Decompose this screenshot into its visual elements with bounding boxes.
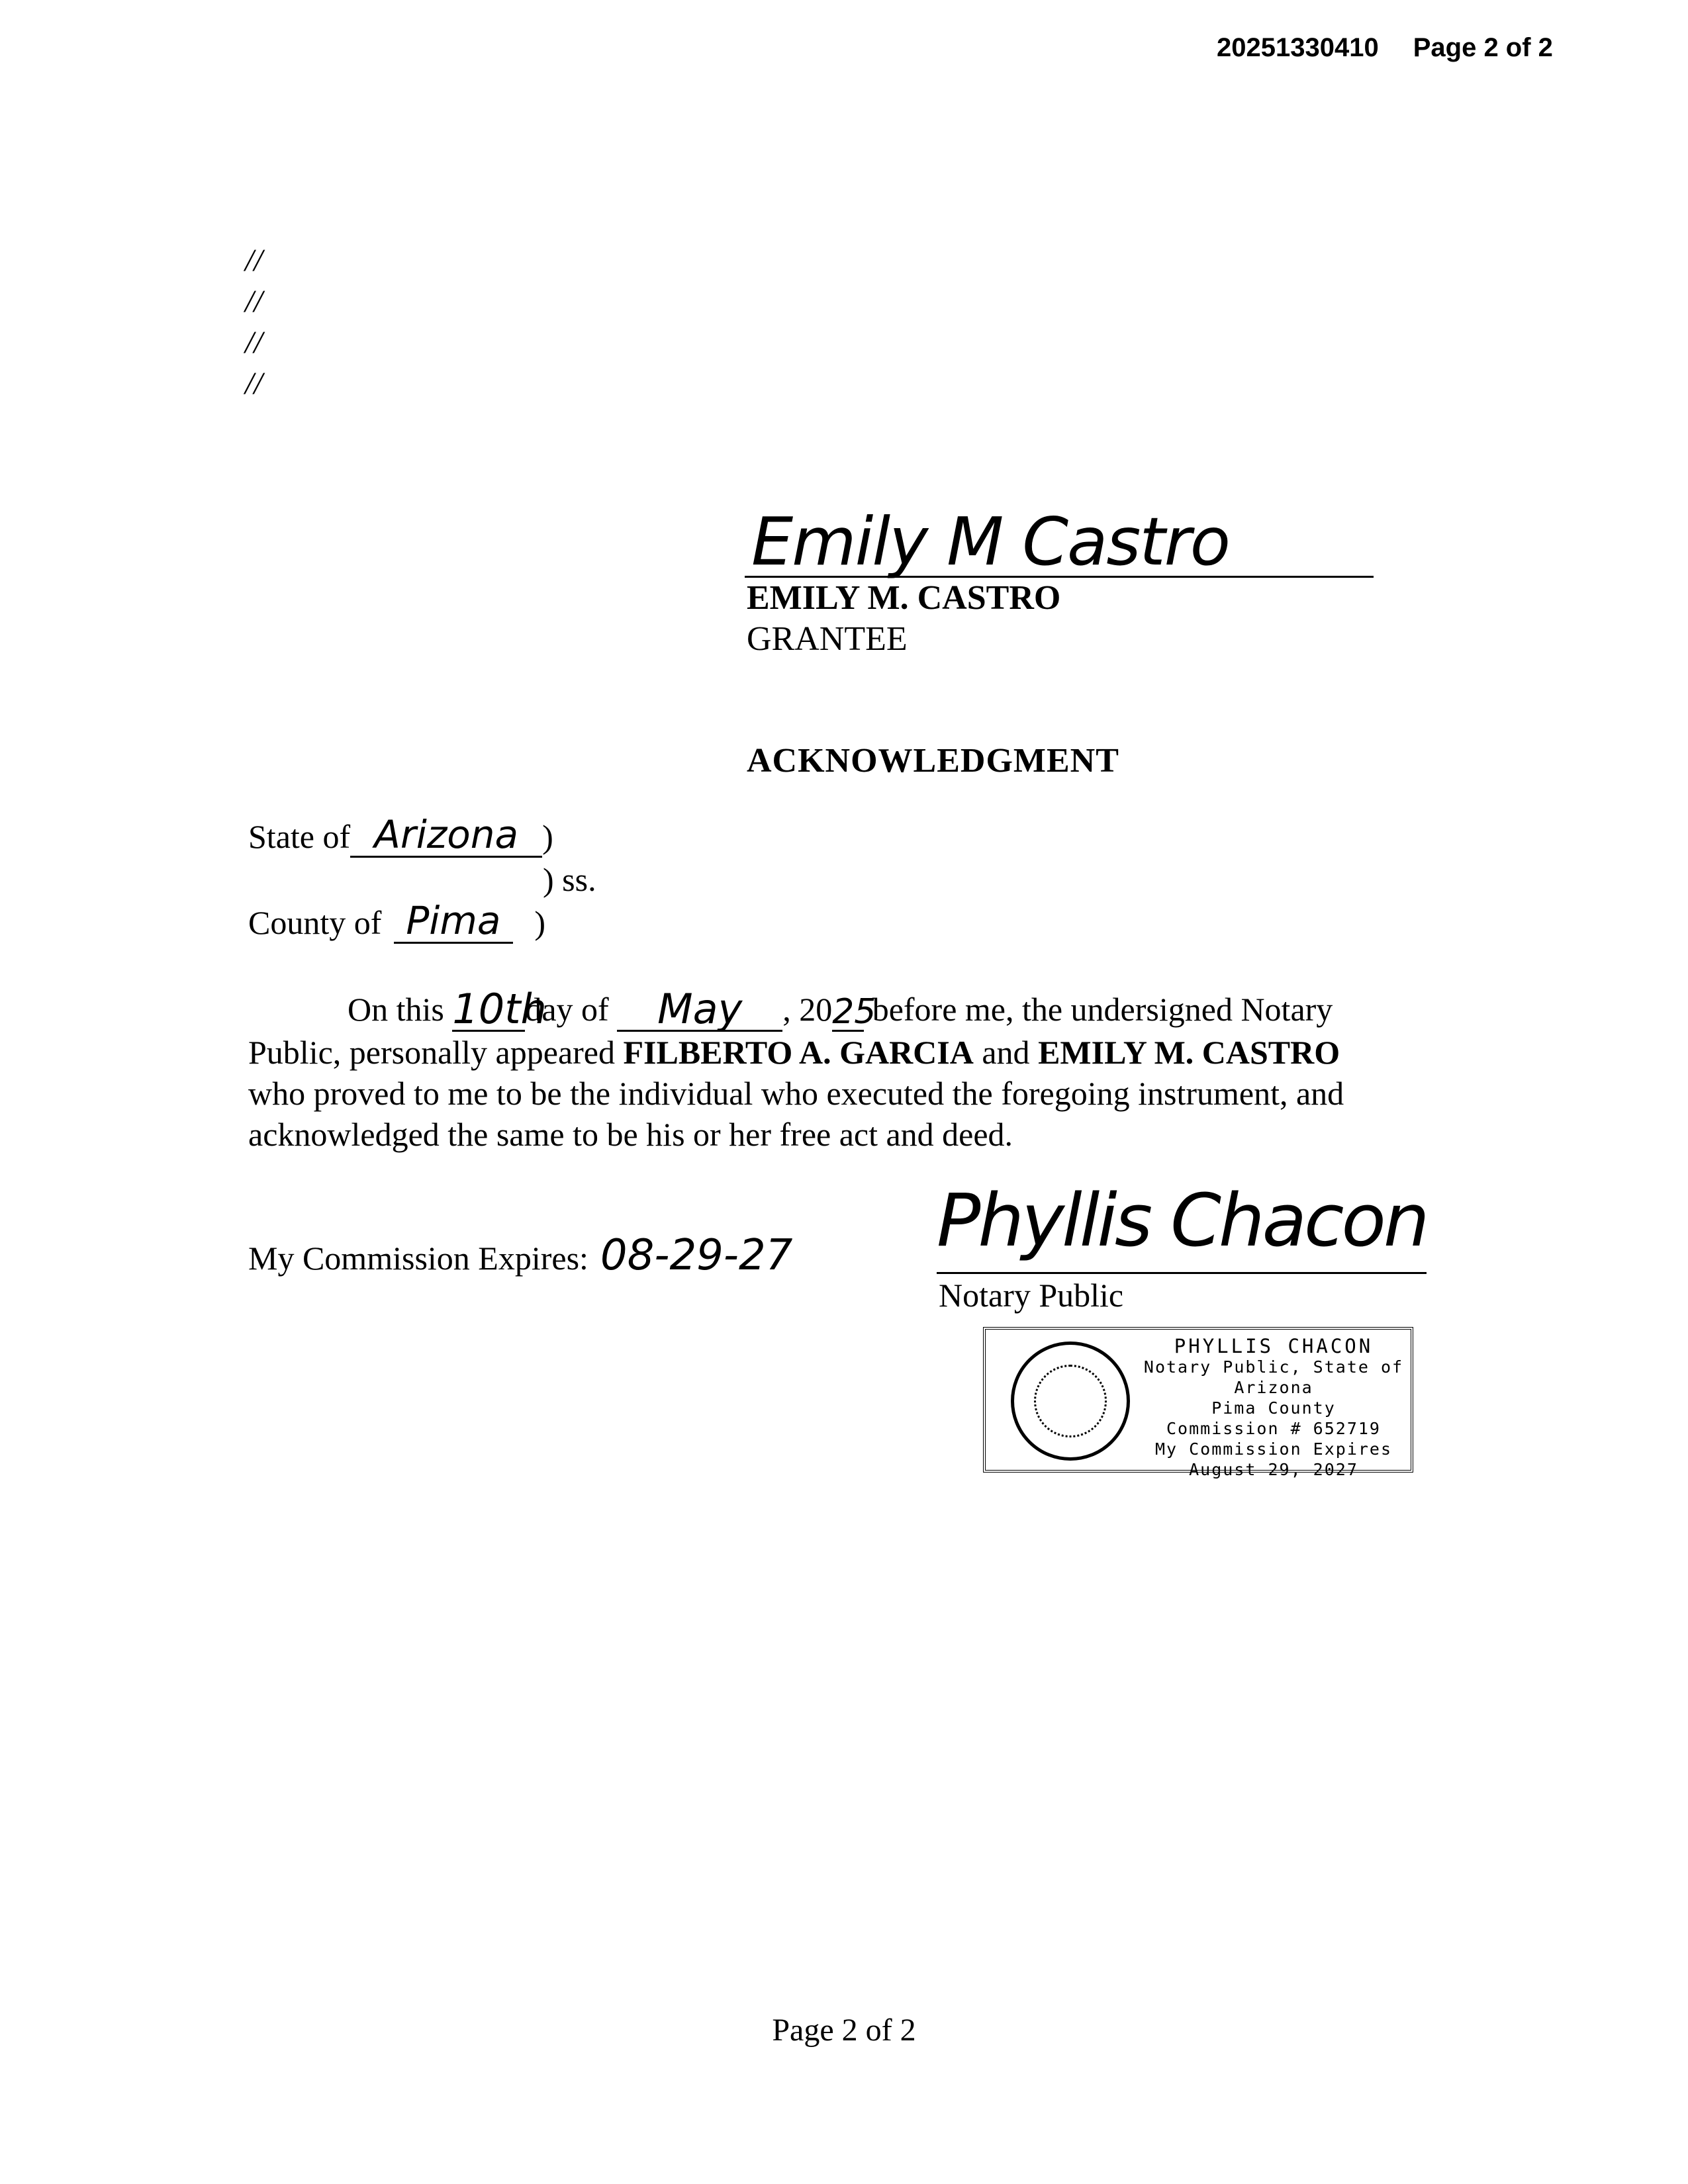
continuation-slash: // bbox=[245, 284, 263, 319]
arizona-state-seal-icon bbox=[1011, 1342, 1130, 1461]
body-line-4: acknowledged the same to be his or her free act and deed. bbox=[248, 1116, 1013, 1153]
month-fill-line bbox=[617, 986, 782, 1032]
acknowledgment-body bbox=[248, 986, 1433, 1155]
seal-notary-name: PHYLLIS CHACON bbox=[1174, 1335, 1374, 1357]
year-prefix-text: , 20 bbox=[782, 991, 833, 1028]
seal-line-1: Notary Public, State of Arizona bbox=[1143, 1357, 1404, 1397]
notary-signature: Phyllis Chacon bbox=[937, 1178, 1427, 1263]
appeared-text: Public, personally appeared bbox=[248, 1034, 615, 1071]
notary-public-label: Notary Public bbox=[939, 1277, 1124, 1314]
state-venue bbox=[248, 812, 553, 858]
notary-seal-stamp bbox=[983, 1327, 1413, 1479]
recording-header bbox=[1217, 33, 1553, 63]
continuation-slash: // bbox=[245, 366, 263, 401]
grantee-signature-line bbox=[745, 576, 1374, 578]
month-value: May bbox=[657, 985, 743, 1033]
day-value: 10th bbox=[452, 985, 547, 1033]
day-fill-line bbox=[452, 985, 547, 1033]
seal-line-4: My Commission Expires bbox=[1154, 1439, 1393, 1459]
seal-line-3: Commission # 652719 bbox=[1166, 1419, 1381, 1438]
person-2-name: EMILY M. CASTRO bbox=[1038, 1034, 1340, 1071]
notary-signature-line bbox=[937, 1272, 1427, 1274]
county-label: County of bbox=[248, 904, 382, 941]
seal-text bbox=[1135, 1336, 1413, 1480]
year-fill-line bbox=[832, 989, 876, 1032]
county-value: Pima bbox=[406, 898, 501, 943]
on-this-text: On this bbox=[348, 991, 444, 1028]
county-venue bbox=[248, 898, 546, 944]
grantee-name: EMILY M. CASTRO bbox=[747, 579, 1061, 617]
seal-line-5: August 29, 2027 bbox=[1189, 1460, 1358, 1479]
grantee-signature: Emily M Castro bbox=[751, 503, 1229, 580]
state-label: State of bbox=[248, 818, 351, 855]
continuation-slash: // bbox=[245, 325, 263, 360]
continuation-slash: // bbox=[245, 243, 263, 278]
body-line-2 bbox=[248, 1032, 1433, 1073]
state-paren: ) bbox=[542, 818, 553, 855]
page-footer: Page 2 of 2 bbox=[772, 2013, 916, 2048]
commission-expiry bbox=[248, 1231, 792, 1280]
seal-line-2: Pima County bbox=[1211, 1398, 1336, 1418]
state-value: Arizona bbox=[374, 812, 519, 857]
year-value: 25 bbox=[832, 992, 876, 1032]
county-paren: ) bbox=[534, 904, 546, 941]
state-fill-line bbox=[350, 812, 542, 858]
county-fill-line bbox=[394, 898, 513, 944]
document-number: 20251330410 bbox=[1217, 33, 1379, 62]
commission-value: 08-29-27 bbox=[600, 1231, 793, 1280]
header-page-label: Page 2 of 2 bbox=[1413, 33, 1553, 62]
commission-label: My Commission Expires: bbox=[248, 1240, 588, 1277]
before-me-text: before me, the undersigned Notary bbox=[872, 991, 1333, 1028]
day-of-text: day of bbox=[525, 991, 609, 1028]
body-line-3: who proved to me to be the individual who executed the foregoing instrument, and bbox=[248, 1075, 1344, 1112]
body-line-1 bbox=[248, 986, 1433, 1032]
person-1-name: FILBERTO A. GARCIA bbox=[623, 1034, 974, 1071]
ss-label: ) ss. bbox=[543, 861, 596, 898]
and-text: and bbox=[982, 1034, 1030, 1071]
acknowledgment-title: ACKNOWLEDGMENT bbox=[747, 742, 1119, 780]
grantee-role: GRANTEE bbox=[747, 620, 908, 658]
